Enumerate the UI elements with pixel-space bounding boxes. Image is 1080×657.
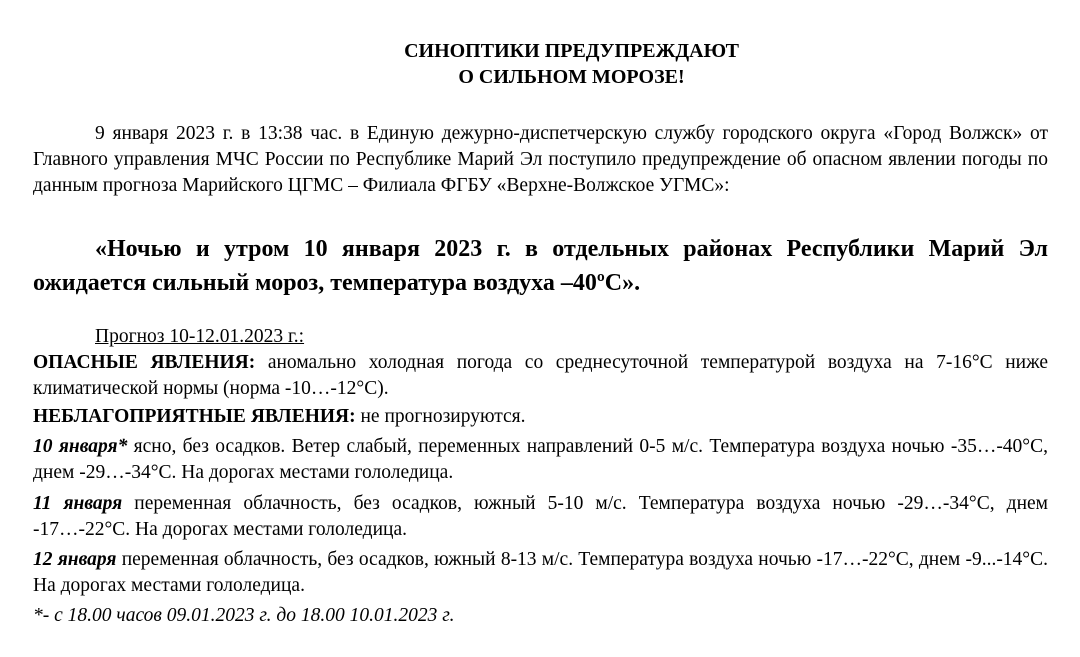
danger-paragraph bbox=[33, 350, 1048, 402]
day-forecast-11 bbox=[33, 491, 1048, 543]
warning-quote: «Ночью и утром 10 января 2023 г. в отдельных районах Республики Марий Эл ожидается сильный мороз, температура воздуха –40ºС». bbox=[33, 236, 1048, 296]
intro-paragraph: 9 января 2023 г. в 13:38 час. в Единую дежурно-диспетчерскую службу городского округа «Город Волжск» от Главного управления МЧС России по Республике Марий Эл поступило предупреждение об опасном явлении погоды по данным прогноза Марийского ЦГМС – Филиала ФГБУ «Верхне-Волжское УГМС»: bbox=[33, 123, 1048, 196]
day-text: ясно, без осадков. Ветер слабый, переменных направлений 0-5 м/с. Температура воздуха ночью -35…-40°С, днем -29…-34°С. На дорогах местами гололедица. bbox=[33, 436, 1048, 483]
title-line-1: СИНОПТИКИ ПРЕДУПРЕЖДАЮТ bbox=[404, 40, 739, 62]
day-label: 12 января bbox=[33, 549, 117, 570]
danger-label: ОПАСНЫЕ ЯВЛЕНИЯ: bbox=[33, 352, 256, 373]
day-label: 10 января* bbox=[33, 436, 128, 457]
forecast-heading: Прогноз 10-12.01.2023 г.: bbox=[95, 326, 305, 347]
day-forecast-12 bbox=[33, 547, 1048, 599]
day-text: переменная облачность, без осадков, южный 5-10 м/с. Температура воздуха ночью -29…-34°С, днем -17…-22°С. На дорогах местами гололедица. bbox=[33, 493, 1049, 540]
day-forecast-10 bbox=[33, 434, 1048, 486]
title-line-2: О СИЛЬНОМ МОРОЗЕ! bbox=[458, 66, 685, 88]
footnote: *- с 18.00 часов 09.01.2023 г. до 18.00 10.01.2023 г. bbox=[33, 605, 455, 626]
unfavorable-text: не прогнозируются. bbox=[355, 406, 526, 427]
day-text: переменная облачность, без осадков, южный 8-13 м/с. Температура воздуха ночью -17…-22°С, днем -9...-14°С. На дорогах местами гололедица. bbox=[33, 549, 1048, 596]
unfavorable-paragraph bbox=[33, 404, 1048, 430]
danger-text: аномально холодная погода со среднесуточной температурой воздуха на 7-16°С ниже климатической нормы (норма -10…-12°С). bbox=[33, 352, 1048, 399]
day-label: 11 января bbox=[33, 493, 123, 514]
unfavorable-label: НЕБЛАГОПРИЯТНЫЕ ЯВЛЕНИЯ: bbox=[33, 406, 356, 427]
